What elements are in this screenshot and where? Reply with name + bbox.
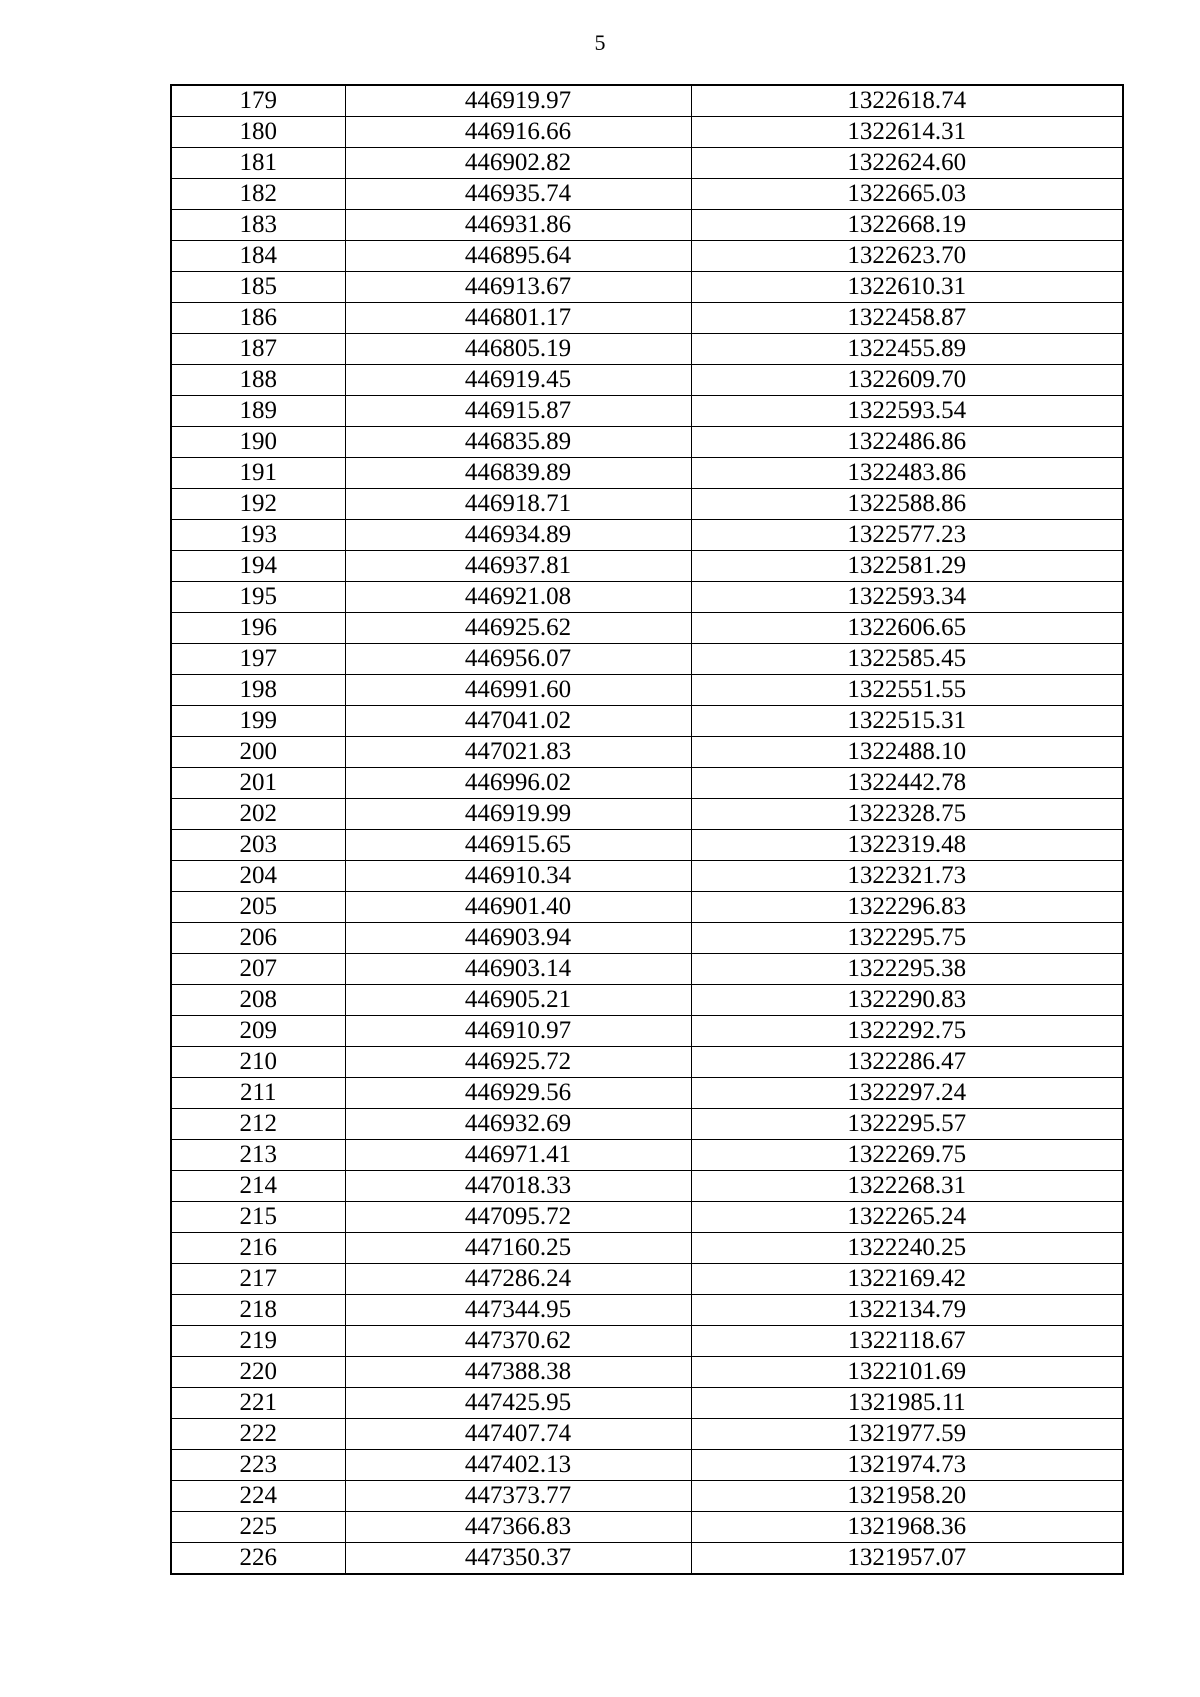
- table-row: [171, 737, 1123, 768]
- y-coordinate-cell: 1322483.86: [691, 458, 1123, 489]
- point-number-cell: 187: [171, 334, 345, 365]
- y-coordinate-cell: 1322286.47: [691, 1047, 1123, 1078]
- y-coordinate-cell: 1322296.83: [691, 892, 1123, 923]
- x-coordinate-cell: 446921.08: [345, 582, 691, 613]
- table-row: [171, 892, 1123, 923]
- x-coordinate-cell: 446929.56: [345, 1078, 691, 1109]
- point-number-cell: 201: [171, 768, 345, 799]
- y-coordinate-cell: 1322328.75: [691, 799, 1123, 830]
- point-number-cell: 206: [171, 923, 345, 954]
- x-coordinate-cell: 446902.82: [345, 148, 691, 179]
- table-row: [171, 644, 1123, 675]
- y-coordinate-cell: 1322268.31: [691, 1171, 1123, 1202]
- table-row: [171, 210, 1123, 241]
- x-coordinate-cell: 446916.66: [345, 117, 691, 148]
- point-number-cell: 182: [171, 179, 345, 210]
- y-coordinate-cell: 1322585.45: [691, 644, 1123, 675]
- x-coordinate-cell: 447095.72: [345, 1202, 691, 1233]
- point-number-cell: 207: [171, 954, 345, 985]
- point-number-cell: 222: [171, 1419, 345, 1450]
- x-coordinate-cell: 446925.72: [345, 1047, 691, 1078]
- table-row: [171, 1450, 1123, 1481]
- x-coordinate-cell: 446931.86: [345, 210, 691, 241]
- table-row: [171, 861, 1123, 892]
- point-number-cell: 221: [171, 1388, 345, 1419]
- x-coordinate-cell: 446901.40: [345, 892, 691, 923]
- x-coordinate-cell: 446971.41: [345, 1140, 691, 1171]
- table-row: [171, 85, 1123, 117]
- point-number-cell: 200: [171, 737, 345, 768]
- point-number-cell: 205: [171, 892, 345, 923]
- point-number-cell: 215: [171, 1202, 345, 1233]
- y-coordinate-cell: 1321977.59: [691, 1419, 1123, 1450]
- point-number-cell: 213: [171, 1140, 345, 1171]
- y-coordinate-cell: 1322297.24: [691, 1078, 1123, 1109]
- point-number-cell: 209: [171, 1016, 345, 1047]
- table-row: [171, 1233, 1123, 1264]
- y-coordinate-cell: 1321985.11: [691, 1388, 1123, 1419]
- point-number-cell: 188: [171, 365, 345, 396]
- y-coordinate-cell: 1322118.67: [691, 1326, 1123, 1357]
- x-coordinate-cell: 446925.62: [345, 613, 691, 644]
- y-coordinate-cell: 1322269.75: [691, 1140, 1123, 1171]
- point-number-cell: 208: [171, 985, 345, 1016]
- y-coordinate-cell: 1321968.36: [691, 1512, 1123, 1543]
- y-coordinate-cell: 1322581.29: [691, 551, 1123, 582]
- y-coordinate-cell: 1322295.75: [691, 923, 1123, 954]
- table-row: [171, 396, 1123, 427]
- point-number-cell: 194: [171, 551, 345, 582]
- table-row: [171, 1512, 1123, 1543]
- table-row: [171, 334, 1123, 365]
- point-number-cell: 195: [171, 582, 345, 613]
- table-row: [171, 1264, 1123, 1295]
- x-coordinate-cell: 446996.02: [345, 768, 691, 799]
- y-coordinate-cell: 1321957.07: [691, 1543, 1123, 1575]
- y-coordinate-cell: 1322240.25: [691, 1233, 1123, 1264]
- y-coordinate-cell: 1322577.23: [691, 520, 1123, 551]
- point-number-cell: 224: [171, 1481, 345, 1512]
- table-row: [171, 520, 1123, 551]
- table-row: [171, 1357, 1123, 1388]
- x-coordinate-cell: 446919.97: [345, 85, 691, 117]
- y-coordinate-cell: 1322606.65: [691, 613, 1123, 644]
- point-number-cell: 193: [171, 520, 345, 551]
- table-row: [171, 799, 1123, 830]
- point-number-cell: 192: [171, 489, 345, 520]
- x-coordinate-cell: 446935.74: [345, 179, 691, 210]
- y-coordinate-cell: 1322618.74: [691, 85, 1123, 117]
- table-row: [171, 241, 1123, 272]
- point-number-cell: 217: [171, 1264, 345, 1295]
- point-number-cell: 191: [171, 458, 345, 489]
- x-coordinate-cell: 447160.25: [345, 1233, 691, 1264]
- coordinates-table: [170, 84, 1124, 1575]
- point-number-cell: 210: [171, 1047, 345, 1078]
- y-coordinate-cell: 1322442.78: [691, 768, 1123, 799]
- x-coordinate-cell: 447021.83: [345, 737, 691, 768]
- y-coordinate-cell: 1322588.86: [691, 489, 1123, 520]
- y-coordinate-cell: 1322668.19: [691, 210, 1123, 241]
- y-coordinate-cell: 1322593.54: [691, 396, 1123, 427]
- point-number-cell: 186: [171, 303, 345, 334]
- x-coordinate-cell: 446919.99: [345, 799, 691, 830]
- table-row: [171, 365, 1123, 396]
- x-coordinate-cell: 446934.89: [345, 520, 691, 551]
- point-number-cell: 223: [171, 1450, 345, 1481]
- table-row: [171, 675, 1123, 706]
- x-coordinate-cell: 446895.64: [345, 241, 691, 272]
- y-coordinate-cell: 1322458.87: [691, 303, 1123, 334]
- x-coordinate-cell: 446903.14: [345, 954, 691, 985]
- x-coordinate-cell: 446910.34: [345, 861, 691, 892]
- point-number-cell: 196: [171, 613, 345, 644]
- table-row: [171, 148, 1123, 179]
- point-number-cell: 189: [171, 396, 345, 427]
- point-number-cell: 179: [171, 85, 345, 117]
- x-coordinate-cell: 446956.07: [345, 644, 691, 675]
- x-coordinate-cell: 446918.71: [345, 489, 691, 520]
- page-number: 5: [594, 30, 606, 55]
- table-row: [171, 117, 1123, 148]
- point-number-cell: 183: [171, 210, 345, 241]
- x-coordinate-cell: 447344.95: [345, 1295, 691, 1326]
- y-coordinate-cell: 1322488.10: [691, 737, 1123, 768]
- x-coordinate-cell: 446905.21: [345, 985, 691, 1016]
- y-coordinate-cell: 1322610.31: [691, 272, 1123, 303]
- table-row: [171, 1543, 1123, 1575]
- y-coordinate-cell: 1322290.83: [691, 985, 1123, 1016]
- x-coordinate-cell: 447366.83: [345, 1512, 691, 1543]
- table-row: [171, 1419, 1123, 1450]
- x-coordinate-cell: 446932.69: [345, 1109, 691, 1140]
- y-coordinate-cell: 1322624.60: [691, 148, 1123, 179]
- table-row: [171, 954, 1123, 985]
- table-row: [171, 1326, 1123, 1357]
- x-coordinate-cell: 446801.17: [345, 303, 691, 334]
- y-coordinate-cell: 1322134.79: [691, 1295, 1123, 1326]
- y-coordinate-cell: 1322292.75: [691, 1016, 1123, 1047]
- table-row: [171, 1109, 1123, 1140]
- y-coordinate-cell: 1322319.48: [691, 830, 1123, 861]
- table-row: [171, 613, 1123, 644]
- table-row: [171, 1016, 1123, 1047]
- x-coordinate-cell: 446805.19: [345, 334, 691, 365]
- y-coordinate-cell: 1322515.31: [691, 706, 1123, 737]
- point-number-cell: 204: [171, 861, 345, 892]
- point-number-cell: 225: [171, 1512, 345, 1543]
- table-row: [171, 923, 1123, 954]
- x-coordinate-cell: 447373.77: [345, 1481, 691, 1512]
- table-row: [171, 1295, 1123, 1326]
- y-coordinate-cell: 1322321.73: [691, 861, 1123, 892]
- point-number-cell: 185: [171, 272, 345, 303]
- point-number-cell: 226: [171, 1543, 345, 1575]
- table-row: [171, 1047, 1123, 1078]
- coordinates-table-body: [171, 85, 1123, 1574]
- x-coordinate-cell: 447041.02: [345, 706, 691, 737]
- point-number-cell: 214: [171, 1171, 345, 1202]
- table-row: [171, 768, 1123, 799]
- table-row: [171, 1481, 1123, 1512]
- point-number-cell: 211: [171, 1078, 345, 1109]
- table-row: [171, 179, 1123, 210]
- table-row: [171, 303, 1123, 334]
- y-coordinate-cell: 1322295.57: [691, 1109, 1123, 1140]
- table-row: [171, 272, 1123, 303]
- table-row: [171, 582, 1123, 613]
- table-row: [171, 1202, 1123, 1233]
- y-coordinate-cell: 1321974.73: [691, 1450, 1123, 1481]
- point-number-cell: 219: [171, 1326, 345, 1357]
- table-row: [171, 1078, 1123, 1109]
- table-row: [171, 1388, 1123, 1419]
- x-coordinate-cell: 446915.87: [345, 396, 691, 427]
- point-number-cell: 202: [171, 799, 345, 830]
- y-coordinate-cell: 1322623.70: [691, 241, 1123, 272]
- point-number-cell: 184: [171, 241, 345, 272]
- x-coordinate-cell: 447402.13: [345, 1450, 691, 1481]
- point-number-cell: 212: [171, 1109, 345, 1140]
- x-coordinate-cell: 446915.65: [345, 830, 691, 861]
- x-coordinate-cell: 447425.95: [345, 1388, 691, 1419]
- x-coordinate-cell: 446910.97: [345, 1016, 691, 1047]
- x-coordinate-cell: 447407.74: [345, 1419, 691, 1450]
- x-coordinate-cell: 446835.89: [345, 427, 691, 458]
- y-coordinate-cell: 1322169.42: [691, 1264, 1123, 1295]
- table-row: [171, 551, 1123, 582]
- point-number-cell: 216: [171, 1233, 345, 1264]
- x-coordinate-cell: 446913.67: [345, 272, 691, 303]
- x-coordinate-cell: 446991.60: [345, 675, 691, 706]
- y-coordinate-cell: 1322609.70: [691, 365, 1123, 396]
- point-number-cell: 218: [171, 1295, 345, 1326]
- y-coordinate-cell: 1322265.24: [691, 1202, 1123, 1233]
- x-coordinate-cell: 447286.24: [345, 1264, 691, 1295]
- point-number-cell: 180: [171, 117, 345, 148]
- point-number-cell: 203: [171, 830, 345, 861]
- y-coordinate-cell: 1322551.55: [691, 675, 1123, 706]
- table-row: [171, 706, 1123, 737]
- x-coordinate-cell: 447018.33: [345, 1171, 691, 1202]
- table-row: [171, 489, 1123, 520]
- table-row: [171, 985, 1123, 1016]
- x-coordinate-cell: 447350.37: [345, 1543, 691, 1575]
- x-coordinate-cell: 446839.89: [345, 458, 691, 489]
- x-coordinate-cell: 446919.45: [345, 365, 691, 396]
- y-coordinate-cell: 1322665.03: [691, 179, 1123, 210]
- y-coordinate-cell: 1322101.69: [691, 1357, 1123, 1388]
- table-row: [171, 1171, 1123, 1202]
- y-coordinate-cell: 1322593.34: [691, 582, 1123, 613]
- point-number-cell: 198: [171, 675, 345, 706]
- y-coordinate-cell: 1322614.31: [691, 117, 1123, 148]
- table-row: [171, 1140, 1123, 1171]
- table-row: [171, 427, 1123, 458]
- y-coordinate-cell: 1322486.86: [691, 427, 1123, 458]
- x-coordinate-cell: 447370.62: [345, 1326, 691, 1357]
- y-coordinate-cell: 1321958.20: [691, 1481, 1123, 1512]
- point-number-cell: 181: [171, 148, 345, 179]
- table-row: [171, 830, 1123, 861]
- x-coordinate-cell: 446903.94: [345, 923, 691, 954]
- point-number-cell: 190: [171, 427, 345, 458]
- y-coordinate-cell: 1322295.38: [691, 954, 1123, 985]
- y-coordinate-cell: 1322455.89: [691, 334, 1123, 365]
- point-number-cell: 197: [171, 644, 345, 675]
- x-coordinate-cell: 447388.38: [345, 1357, 691, 1388]
- table-row: [171, 458, 1123, 489]
- x-coordinate-cell: 446937.81: [345, 551, 691, 582]
- point-number-cell: 220: [171, 1357, 345, 1388]
- point-number-cell: 199: [171, 706, 345, 737]
